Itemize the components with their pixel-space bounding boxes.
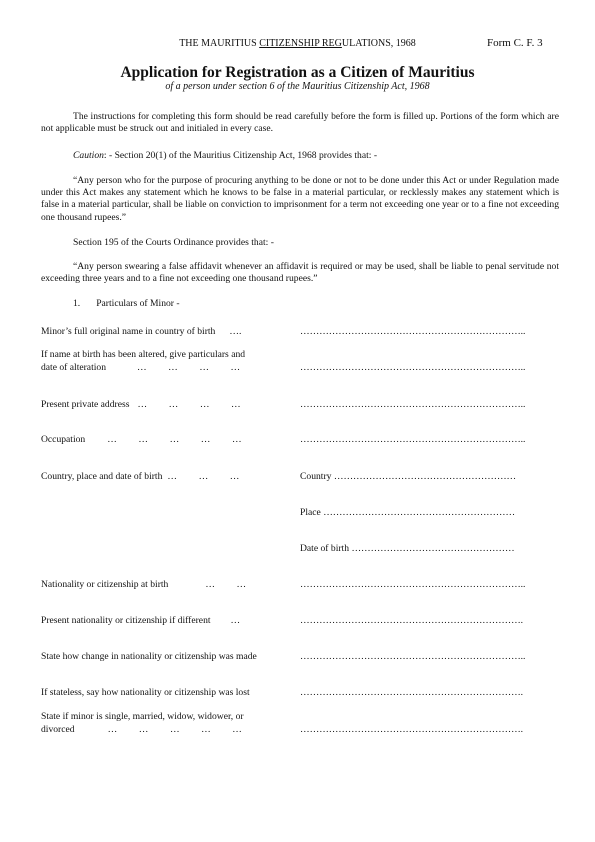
marital-field[interactable]: ……………………………………………………………. <box>300 724 524 735</box>
caution-paragraph <box>73 150 559 162</box>
instructions-paragraph: The instructions for completing this form should be read carefully before the form is filled up. Portions of the form which are not applicable must be struck out and initialed in every case. <box>41 111 559 135</box>
nationality-present-field[interactable]: ……………………………………………………………. <box>300 615 524 626</box>
birth-country-field[interactable]: ………………………………………………… <box>333 471 517 482</box>
ordinance-quote: “Any person swearing a false affidavit whenever an affidavit is required or may be used, shall be liable to penal servitude not exceeding three years and to a fine not exceeding one thousand rupees.” <box>41 261 559 285</box>
birth-date-label: Date of birth <box>300 543 350 554</box>
section-195-intro: Section 195 of the Courts Ordinance provides that: - <box>73 237 274 248</box>
section-1-number: 1. <box>73 298 81 309</box>
stateless-label: If stateless, say how nationality or citizenship was lost <box>41 687 250 698</box>
occupation-label <box>41 434 242 446</box>
birth-place-row <box>300 507 515 519</box>
occupation-leader: … … … … … <box>107 434 242 445</box>
form-code: Form C. F. 3 <box>487 37 543 49</box>
caution-text: : - Section 20(1) of the Mauritius Citizenship Act, 1968 provides that: - <box>103 150 378 161</box>
nationality-change-label: State how change in nationality or citizenship was made <box>41 651 257 662</box>
birth-label-text: Country, place and date of birth <box>41 471 163 482</box>
nationality-present-leader: … <box>230 615 241 626</box>
nationality-birth-label <box>41 579 246 591</box>
stateless-field[interactable]: ……………………………………………………………. <box>300 687 524 698</box>
name-altered-label-line2 <box>41 362 240 374</box>
address-field[interactable]: …………………………………………………………….. <box>300 399 526 410</box>
birth-date-row <box>300 543 515 555</box>
marital-label-line1: State if minor is single, married, widow, widower, or <box>41 711 244 722</box>
full-name-label <box>41 326 241 338</box>
nationality-present-label <box>41 615 240 627</box>
birth-place-field[interactable]: …………………………………………………… <box>323 507 516 518</box>
birth-label <box>41 471 239 483</box>
header-title-suffix: ULATIONS, 1968 <box>341 38 416 49</box>
nationality-change-field[interactable]: …………………………………………………………….. <box>300 651 526 662</box>
birth-country-label: Country <box>300 471 332 482</box>
page-title: Application for Registration as a Citizen of Mauritius <box>120 64 475 81</box>
full-name-field[interactable]: …………………………………………………………….. <box>300 326 526 337</box>
name-altered-leader: … … … … <box>137 362 241 373</box>
nationality-birth-field[interactable]: …………………………………………………………….. <box>300 579 526 590</box>
name-altered-label-line1: If name at birth has been altered, give particulars and <box>41 349 246 360</box>
header-title-underlined: CITIZENSHIP REG <box>259 38 342 49</box>
nationality-present-label-text: Present nationality or citizenship if different <box>41 615 211 626</box>
birth-date-field[interactable]: …………………………………………… <box>351 543 515 554</box>
name-altered-label-text: date of alteration <box>41 362 106 373</box>
name-altered-field[interactable]: …………………………………………………………….. <box>300 362 526 373</box>
caution-label: Caution <box>73 150 104 161</box>
marital-leader: … … … … … <box>107 724 242 735</box>
page-subtitle: of a person under section 6 of the Mauritius Citizenship Act, 1968 <box>165 81 430 92</box>
nationality-birth-leader: … … <box>205 579 247 590</box>
birth-leader: … … … <box>167 471 240 482</box>
address-label-text: Present private address <box>41 399 130 410</box>
full-name-label-text: Minor’s full original name in country of birth <box>41 326 216 337</box>
act-quote: “Any person who for the purpose of procuring anything to be done or not to be done under this Act or under Regulation made under this Act makes any statement which he knows to be false in a material particular, or recklessly makes any statement which is false in a material particular, shall be liable on conviction to imprisonment for a term not exceeding one year or to a fine not exceeding one thousand rupees.” <box>41 175 559 223</box>
full-name-leader: …. <box>229 326 242 337</box>
marital-label-text: divorced <box>41 724 75 735</box>
birth-place-label: Place <box>300 507 321 518</box>
address-label <box>41 399 241 411</box>
occupation-field[interactable]: …………………………………………………………….. <box>300 434 526 445</box>
section-1-heading <box>73 298 180 310</box>
marital-label-line2 <box>41 724 242 736</box>
nationality-birth-label-text: Nationality or citizenship at birth <box>41 579 169 590</box>
section-1-title: Particulars of Minor - <box>96 298 180 309</box>
birth-country-row <box>300 471 516 483</box>
address-leader: … … … … <box>137 399 241 410</box>
header-title-prefix: THE MAURITIUS <box>179 38 260 49</box>
occupation-label-text: Occupation <box>41 434 86 445</box>
